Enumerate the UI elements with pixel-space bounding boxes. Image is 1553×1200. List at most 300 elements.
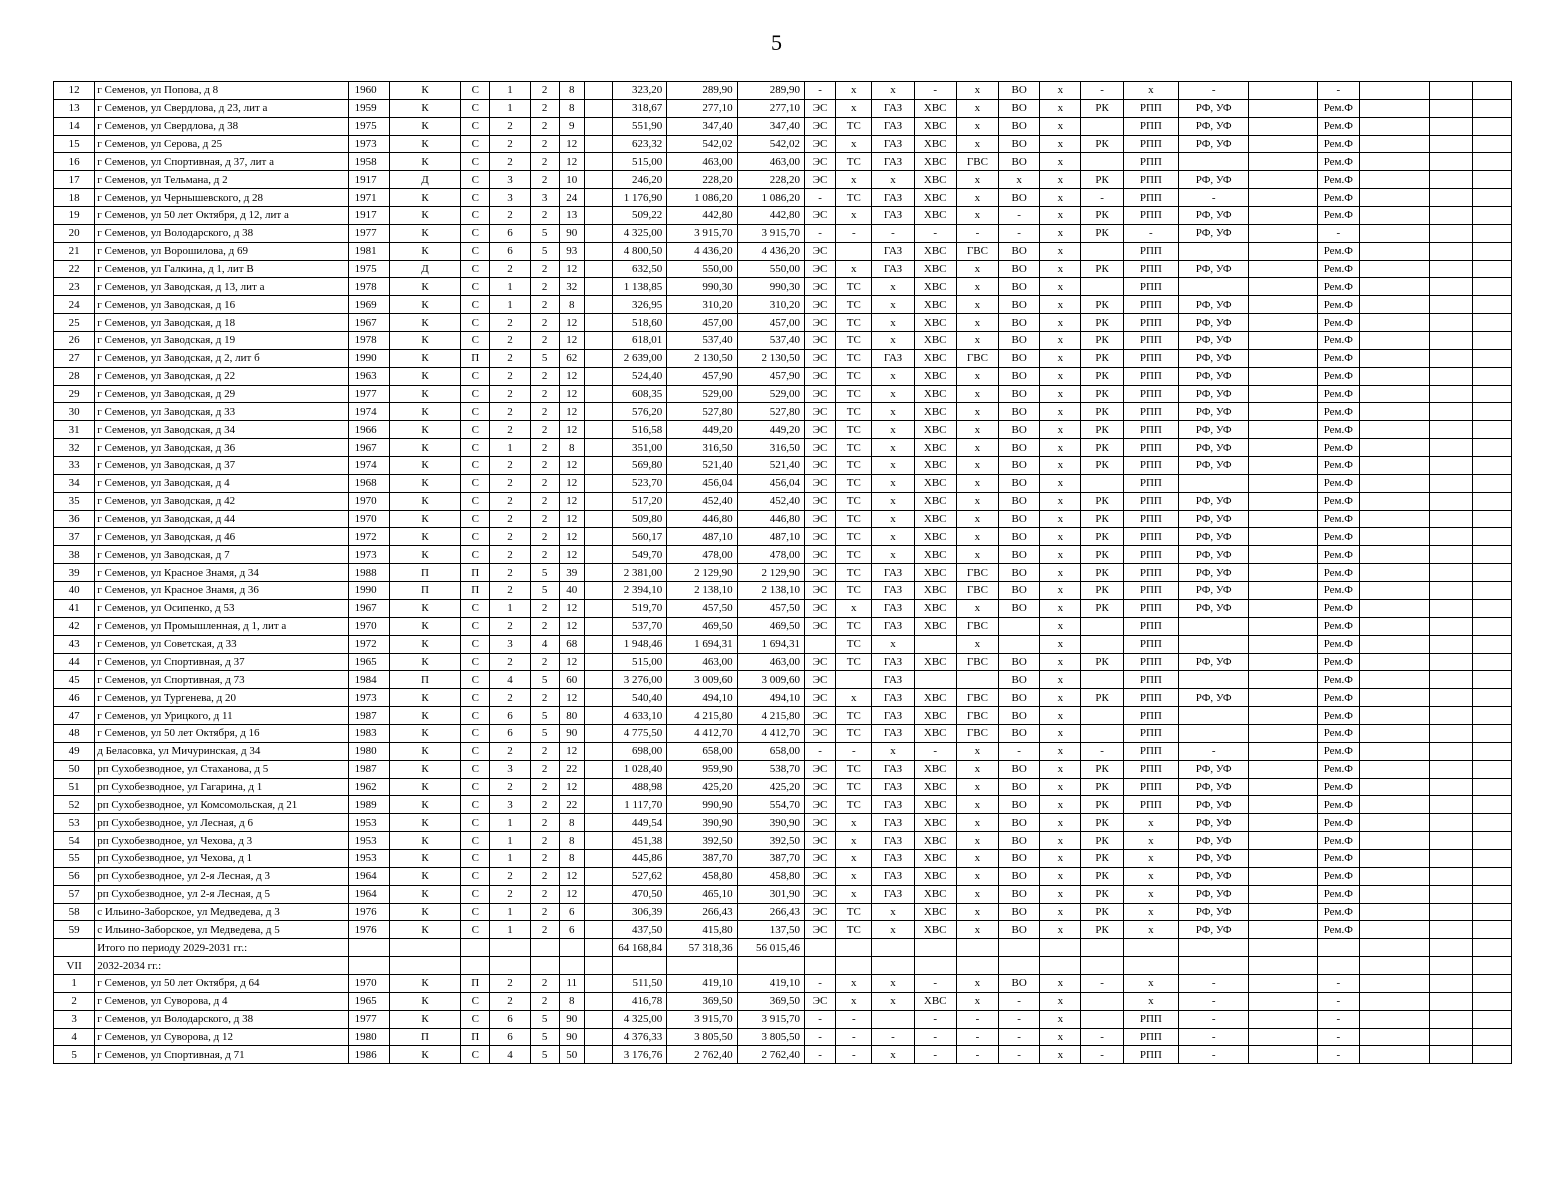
- repair-fund: Рем.Ф: [1317, 242, 1359, 260]
- extra-col-1: [1359, 582, 1429, 600]
- living-area: 521,40: [667, 457, 737, 475]
- row-number: 3: [54, 1010, 95, 1028]
- basement-repair: РПП: [1123, 349, 1178, 367]
- entrances: 2: [490, 867, 530, 885]
- residential-area: 419,10: [737, 974, 804, 992]
- extra-col-2: [1430, 778, 1472, 796]
- repair-fund: -: [1317, 992, 1359, 1010]
- utility-gas: ГАЗ: [872, 599, 914, 617]
- wall-material: К: [389, 421, 460, 439]
- utility-heating: -: [836, 1028, 872, 1046]
- table-row: [54, 939, 1512, 957]
- total-area: 4 633,10: [613, 707, 667, 725]
- floors: 2: [530, 921, 559, 939]
- utility-heating: х: [836, 849, 872, 867]
- apartments: 12: [559, 885, 584, 903]
- entrances: 2: [490, 153, 530, 171]
- roof-repair: РК: [1081, 224, 1123, 242]
- utility-electric: ЭС: [805, 278, 836, 296]
- address: рп Сухобезводное, ул Гагарина, д 1: [95, 778, 348, 796]
- utility-gas: ГАЗ: [872, 796, 914, 814]
- apartments: [559, 957, 584, 975]
- total-area: 549,70: [613, 546, 667, 564]
- total-area: 551,90: [613, 117, 667, 135]
- address: г Семенов, ул Заводская, д 13, лит а: [95, 278, 348, 296]
- address: г Семенов, ул Заводская, д 29: [95, 385, 348, 403]
- structure-type: С: [461, 224, 490, 242]
- utility-hot-water: х: [956, 421, 998, 439]
- residential-area: 2 130,50: [737, 349, 804, 367]
- repair-fund: Рем.Ф: [1317, 153, 1359, 171]
- extra-col-1: [1359, 742, 1429, 760]
- extra-col-3: [1472, 921, 1511, 939]
- extra-col-2: [1430, 224, 1472, 242]
- empty-cell: [584, 582, 612, 600]
- address: г Семенов, ул Красное Знамя, д 34: [95, 564, 348, 582]
- empty-cell: [1249, 82, 1317, 100]
- apartments: 12: [559, 689, 584, 707]
- utility-hot-water: х: [956, 117, 998, 135]
- apartments: 12: [559, 367, 584, 385]
- year: 1917: [348, 207, 389, 225]
- extra-col-2: [1430, 242, 1472, 260]
- structure-type: С: [461, 171, 490, 189]
- extra-col-3: [1472, 992, 1511, 1010]
- apartments: 93: [559, 242, 584, 260]
- utility-mark: х: [1040, 1046, 1081, 1064]
- row-number: 46: [54, 689, 95, 707]
- utility-gas: ГАЗ: [872, 153, 914, 171]
- row-number: 20: [54, 224, 95, 242]
- residential-area: 1 086,20: [737, 189, 804, 207]
- utility-hot-water: ГВС: [956, 564, 998, 582]
- row-number: 32: [54, 439, 95, 457]
- living-area: 266,43: [667, 903, 737, 921]
- extra-col-2: [1430, 974, 1472, 992]
- extra-col-2: [1430, 367, 1472, 385]
- utility-hot-water: х: [956, 885, 998, 903]
- utility-electric: [805, 635, 836, 653]
- empty-cell: [1249, 171, 1317, 189]
- empty-cell: [584, 885, 612, 903]
- year: 1975: [348, 260, 389, 278]
- repair-fund: -: [1317, 1028, 1359, 1046]
- total-area: 1 948,46: [613, 635, 667, 653]
- table-row: [54, 349, 1512, 367]
- residential-area: 289,90: [737, 82, 804, 100]
- extra-col-3: [1472, 135, 1511, 153]
- roof-repair: РК: [1081, 921, 1123, 939]
- facade-repair: РФ, УФ: [1178, 224, 1248, 242]
- total-area: 2 639,00: [613, 349, 667, 367]
- extra-col-1: [1359, 707, 1429, 725]
- empty-cell: [1249, 796, 1317, 814]
- floors: 3: [530, 189, 559, 207]
- roof-repair: РК: [1081, 564, 1123, 582]
- extra-col-2: [1430, 314, 1472, 332]
- utility-heating: ТС: [836, 492, 872, 510]
- roof-repair: [1081, 939, 1123, 957]
- row-number: 43: [54, 635, 95, 653]
- utility-gas: х: [872, 367, 914, 385]
- structure-type: С: [461, 189, 490, 207]
- utility-heating: [836, 939, 872, 957]
- wall-material: К: [389, 849, 460, 867]
- table-row: [54, 617, 1512, 635]
- utility-electric: ЭС: [805, 99, 836, 117]
- living-area: 542,02: [667, 135, 737, 153]
- utility-mark: х: [1040, 689, 1081, 707]
- utility-electric: ЭС: [805, 260, 836, 278]
- table-row: [54, 207, 1512, 225]
- extra-col-1: [1359, 903, 1429, 921]
- extra-col-3: [1472, 153, 1511, 171]
- empty-cell: [1249, 439, 1317, 457]
- repair-fund: Рем.Ф: [1317, 296, 1359, 314]
- wall-material: К: [389, 1046, 460, 1064]
- empty-cell: [1249, 689, 1317, 707]
- extra-col-3: [1472, 617, 1511, 635]
- facade-repair: РФ, УФ: [1178, 492, 1248, 510]
- roof-repair: РК: [1081, 546, 1123, 564]
- entrances: 2: [490, 207, 530, 225]
- utility-heating: ТС: [836, 117, 872, 135]
- floors: 2: [530, 814, 559, 832]
- wall-material: К: [389, 474, 460, 492]
- facade-repair: РФ, УФ: [1178, 814, 1248, 832]
- structure-type: С: [461, 278, 490, 296]
- structure-type: С: [461, 689, 490, 707]
- utility-gas: ГАЗ: [872, 867, 914, 885]
- utility-sewerage: ВО: [999, 153, 1040, 171]
- facade-repair: РФ, УФ: [1178, 171, 1248, 189]
- residential-area: 442,80: [737, 207, 804, 225]
- extra-col-2: [1430, 724, 1472, 742]
- extra-col-1: [1359, 849, 1429, 867]
- utility-gas: ГАЗ: [872, 349, 914, 367]
- empty-cell: [1249, 385, 1317, 403]
- extra-col-2: [1430, 278, 1472, 296]
- utility-electric: ЭС: [805, 421, 836, 439]
- extra-col-2: [1430, 564, 1472, 582]
- row-number: 40: [54, 582, 95, 600]
- utility-heating: [836, 671, 872, 689]
- extra-col-1: [1359, 1028, 1429, 1046]
- utility-cold-water: ХВС: [914, 689, 956, 707]
- entrances: 2: [490, 385, 530, 403]
- empty-cell: [584, 421, 612, 439]
- roof-repair: РК: [1081, 171, 1123, 189]
- utility-cold-water: ХВС: [914, 617, 956, 635]
- utility-cold-water: ХВС: [914, 760, 956, 778]
- residential-area: 529,00: [737, 385, 804, 403]
- utility-electric: -: [805, 224, 836, 242]
- utility-mark: х: [1040, 1010, 1081, 1028]
- entrances: [490, 939, 530, 957]
- table-row: [54, 599, 1512, 617]
- utility-hot-water: х: [956, 260, 998, 278]
- row-number: 27: [54, 349, 95, 367]
- table-row: [54, 689, 1512, 707]
- utility-sewerage: ВО: [999, 921, 1040, 939]
- row-number: 1: [54, 974, 95, 992]
- utility-heating: -: [836, 742, 872, 760]
- utility-heating: -: [836, 224, 872, 242]
- table-row: [54, 992, 1512, 1010]
- utility-hot-water: х: [956, 314, 998, 332]
- utility-mark: х: [1040, 260, 1081, 278]
- basement-repair: [1123, 957, 1178, 975]
- table-row: [54, 153, 1512, 171]
- repair-fund: Рем.Ф: [1317, 510, 1359, 528]
- repair-fund: Рем.Ф: [1317, 99, 1359, 117]
- empty-cell: [1249, 403, 1317, 421]
- facade-repair: -: [1178, 82, 1248, 100]
- structure-type: С: [461, 99, 490, 117]
- empty-cell: [584, 385, 612, 403]
- basement-repair: РПП: [1123, 546, 1178, 564]
- floors: 2: [530, 332, 559, 350]
- row-number: 14: [54, 117, 95, 135]
- residential-area: 537,40: [737, 332, 804, 350]
- residential-area: 4 412,70: [737, 724, 804, 742]
- address: г Семенов, ул Красное Знамя, д 36: [95, 582, 348, 600]
- living-area: 387,70: [667, 849, 737, 867]
- entrances: 2: [490, 474, 530, 492]
- utility-sewerage: [999, 957, 1040, 975]
- total-area: 1 028,40: [613, 760, 667, 778]
- utility-sewerage: ВО: [999, 528, 1040, 546]
- utility-gas: х: [872, 314, 914, 332]
- entrances: 1: [490, 82, 530, 100]
- extra-col-3: [1472, 564, 1511, 582]
- facade-repair: РФ, УФ: [1178, 117, 1248, 135]
- utility-hot-water: х: [956, 635, 998, 653]
- floors: 5: [530, 224, 559, 242]
- year: 1980: [348, 1028, 389, 1046]
- basement-repair: РПП: [1123, 385, 1178, 403]
- address: г Семенов, ул Заводская, д 44: [95, 510, 348, 528]
- roof-repair: РК: [1081, 99, 1123, 117]
- utility-cold-water: ХВС: [914, 117, 956, 135]
- empty-cell: [584, 189, 612, 207]
- utility-cold-water: ХВС: [914, 778, 956, 796]
- living-area: 369,50: [667, 992, 737, 1010]
- extra-col-3: [1472, 349, 1511, 367]
- living-area: 465,10: [667, 885, 737, 903]
- wall-material: П: [389, 671, 460, 689]
- apartments: 68: [559, 635, 584, 653]
- empty-cell: [584, 296, 612, 314]
- basement-repair: РПП: [1123, 760, 1178, 778]
- empty-cell: [584, 349, 612, 367]
- utility-mark: х: [1040, 296, 1081, 314]
- structure-type: С: [461, 385, 490, 403]
- utility-heating: ТС: [836, 332, 872, 350]
- row-number: 2: [54, 992, 95, 1010]
- extra-col-2: [1430, 832, 1472, 850]
- empty-cell: [1249, 653, 1317, 671]
- row-number: 53: [54, 814, 95, 832]
- basement-repair: х: [1123, 82, 1178, 100]
- address: г Семенов, ул Тельмана, д 2: [95, 171, 348, 189]
- table-row: [54, 957, 1512, 975]
- utility-mark: х: [1040, 510, 1081, 528]
- residential-area: 494,10: [737, 689, 804, 707]
- table-row: [54, 885, 1512, 903]
- extra-col-1: [1359, 135, 1429, 153]
- year: 1959: [348, 99, 389, 117]
- utility-mark: х: [1040, 742, 1081, 760]
- row-number: 5: [54, 1046, 95, 1064]
- utility-gas: х: [872, 421, 914, 439]
- address: г Семенов, ул Спортивная, д 37, лит а: [95, 153, 348, 171]
- extra-col-3: [1472, 724, 1511, 742]
- structure-type: С: [461, 314, 490, 332]
- utility-hot-water: -: [956, 224, 998, 242]
- roof-repair: РК: [1081, 760, 1123, 778]
- residential-area: 2 138,10: [737, 582, 804, 600]
- extra-col-3: [1472, 1028, 1511, 1046]
- apartments: 12: [559, 135, 584, 153]
- entrances: 2: [490, 992, 530, 1010]
- apartments: 12: [559, 653, 584, 671]
- row-number: 48: [54, 724, 95, 742]
- floors: 2: [530, 903, 559, 921]
- structure-type: С: [461, 903, 490, 921]
- facade-repair: РФ, УФ: [1178, 332, 1248, 350]
- structure-type: С: [461, 332, 490, 350]
- floors: 2: [530, 207, 559, 225]
- apartments: 12: [559, 457, 584, 475]
- utility-electric: ЭС: [805, 117, 836, 135]
- address: г Семенов, ул Попова, д 8: [95, 82, 348, 100]
- utility-sewerage: ВО: [999, 135, 1040, 153]
- utility-cold-water: ХВС: [914, 796, 956, 814]
- utility-electric: ЭС: [805, 832, 836, 850]
- row-number: 47: [54, 707, 95, 725]
- facade-repair: РФ, УФ: [1178, 564, 1248, 582]
- address: г Семенов, ул Заводская, д 36: [95, 439, 348, 457]
- basement-repair: РПП: [1123, 439, 1178, 457]
- total-area: 4 325,00: [613, 1010, 667, 1028]
- structure-type: С: [461, 528, 490, 546]
- utility-heating: ТС: [836, 564, 872, 582]
- total-area: 608,35: [613, 385, 667, 403]
- year: 1965: [348, 992, 389, 1010]
- utility-cold-water: ХВС: [914, 385, 956, 403]
- facade-repair: РФ, УФ: [1178, 260, 1248, 278]
- utility-mark: х: [1040, 778, 1081, 796]
- table-row: [54, 82, 1512, 100]
- extra-col-3: [1472, 510, 1511, 528]
- utility-heating: х: [836, 82, 872, 100]
- entrances: 2: [490, 457, 530, 475]
- roof-repair: [1081, 957, 1123, 975]
- row-number: 23: [54, 278, 95, 296]
- repair-fund: Рем.Ф: [1317, 867, 1359, 885]
- basement-repair: РПП: [1123, 99, 1178, 117]
- floors: 2: [530, 99, 559, 117]
- utility-electric: ЭС: [805, 653, 836, 671]
- utility-cold-water: -: [914, 974, 956, 992]
- empty-cell: [1249, 814, 1317, 832]
- utility-cold-water: ХВС: [914, 207, 956, 225]
- utility-gas: ГАЗ: [872, 260, 914, 278]
- utility-gas: ГАЗ: [872, 814, 914, 832]
- structure-type: С: [461, 760, 490, 778]
- entrances: [490, 957, 530, 975]
- residential-area: 387,70: [737, 849, 804, 867]
- utility-mark: х: [1040, 814, 1081, 832]
- entrances: 3: [490, 171, 530, 189]
- utility-mark: х: [1040, 582, 1081, 600]
- basement-repair: РПП: [1123, 135, 1178, 153]
- living-area: 463,00: [667, 653, 737, 671]
- apartments: 50: [559, 1046, 584, 1064]
- residential-area: 463,00: [737, 653, 804, 671]
- apartments: 8: [559, 439, 584, 457]
- year: 1917: [348, 171, 389, 189]
- structure-type: [461, 957, 490, 975]
- utility-heating: х: [836, 974, 872, 992]
- extra-col-3: [1472, 903, 1511, 921]
- facade-repair: РФ, УФ: [1178, 885, 1248, 903]
- row-number: 21: [54, 242, 95, 260]
- floors: 2: [530, 296, 559, 314]
- living-area: 2 129,90: [667, 564, 737, 582]
- apartments: 6: [559, 921, 584, 939]
- residential-area: 527,80: [737, 403, 804, 421]
- extra-col-3: [1472, 635, 1511, 653]
- repair-fund: Рем.Ф: [1317, 385, 1359, 403]
- extra-col-2: [1430, 296, 1472, 314]
- empty-cell: [584, 849, 612, 867]
- facade-repair: РФ, УФ: [1178, 296, 1248, 314]
- utility-cold-water: ХВС: [914, 332, 956, 350]
- row-number: 50: [54, 760, 95, 778]
- utility-gas: [872, 957, 914, 975]
- apartments: 8: [559, 832, 584, 850]
- extra-col-1: [1359, 689, 1429, 707]
- structure-type: С: [461, 599, 490, 617]
- residential-area: [737, 957, 804, 975]
- utility-hot-water: х: [956, 403, 998, 421]
- extra-col-1: [1359, 546, 1429, 564]
- utility-mark: х: [1040, 135, 1081, 153]
- floors: 2: [530, 439, 559, 457]
- total-area: 351,00: [613, 439, 667, 457]
- empty-cell: [1249, 742, 1317, 760]
- apartments: 12: [559, 617, 584, 635]
- floors: 2: [530, 885, 559, 903]
- table-row: [54, 546, 1512, 564]
- utility-heating: ТС: [836, 635, 872, 653]
- extra-col-3: [1472, 957, 1511, 975]
- empty-cell: [1249, 617, 1317, 635]
- structure-type: С: [461, 260, 490, 278]
- apartments: 13: [559, 207, 584, 225]
- row-number: 54: [54, 832, 95, 850]
- extra-col-3: [1472, 457, 1511, 475]
- extra-col-2: [1430, 957, 1472, 975]
- address: г Семенов, ул Заводская, д 4: [95, 474, 348, 492]
- extra-col-2: [1430, 742, 1472, 760]
- entrances: 3: [490, 189, 530, 207]
- extra-col-3: [1472, 939, 1511, 957]
- utility-heating: х: [836, 599, 872, 617]
- wall-material: К: [389, 492, 460, 510]
